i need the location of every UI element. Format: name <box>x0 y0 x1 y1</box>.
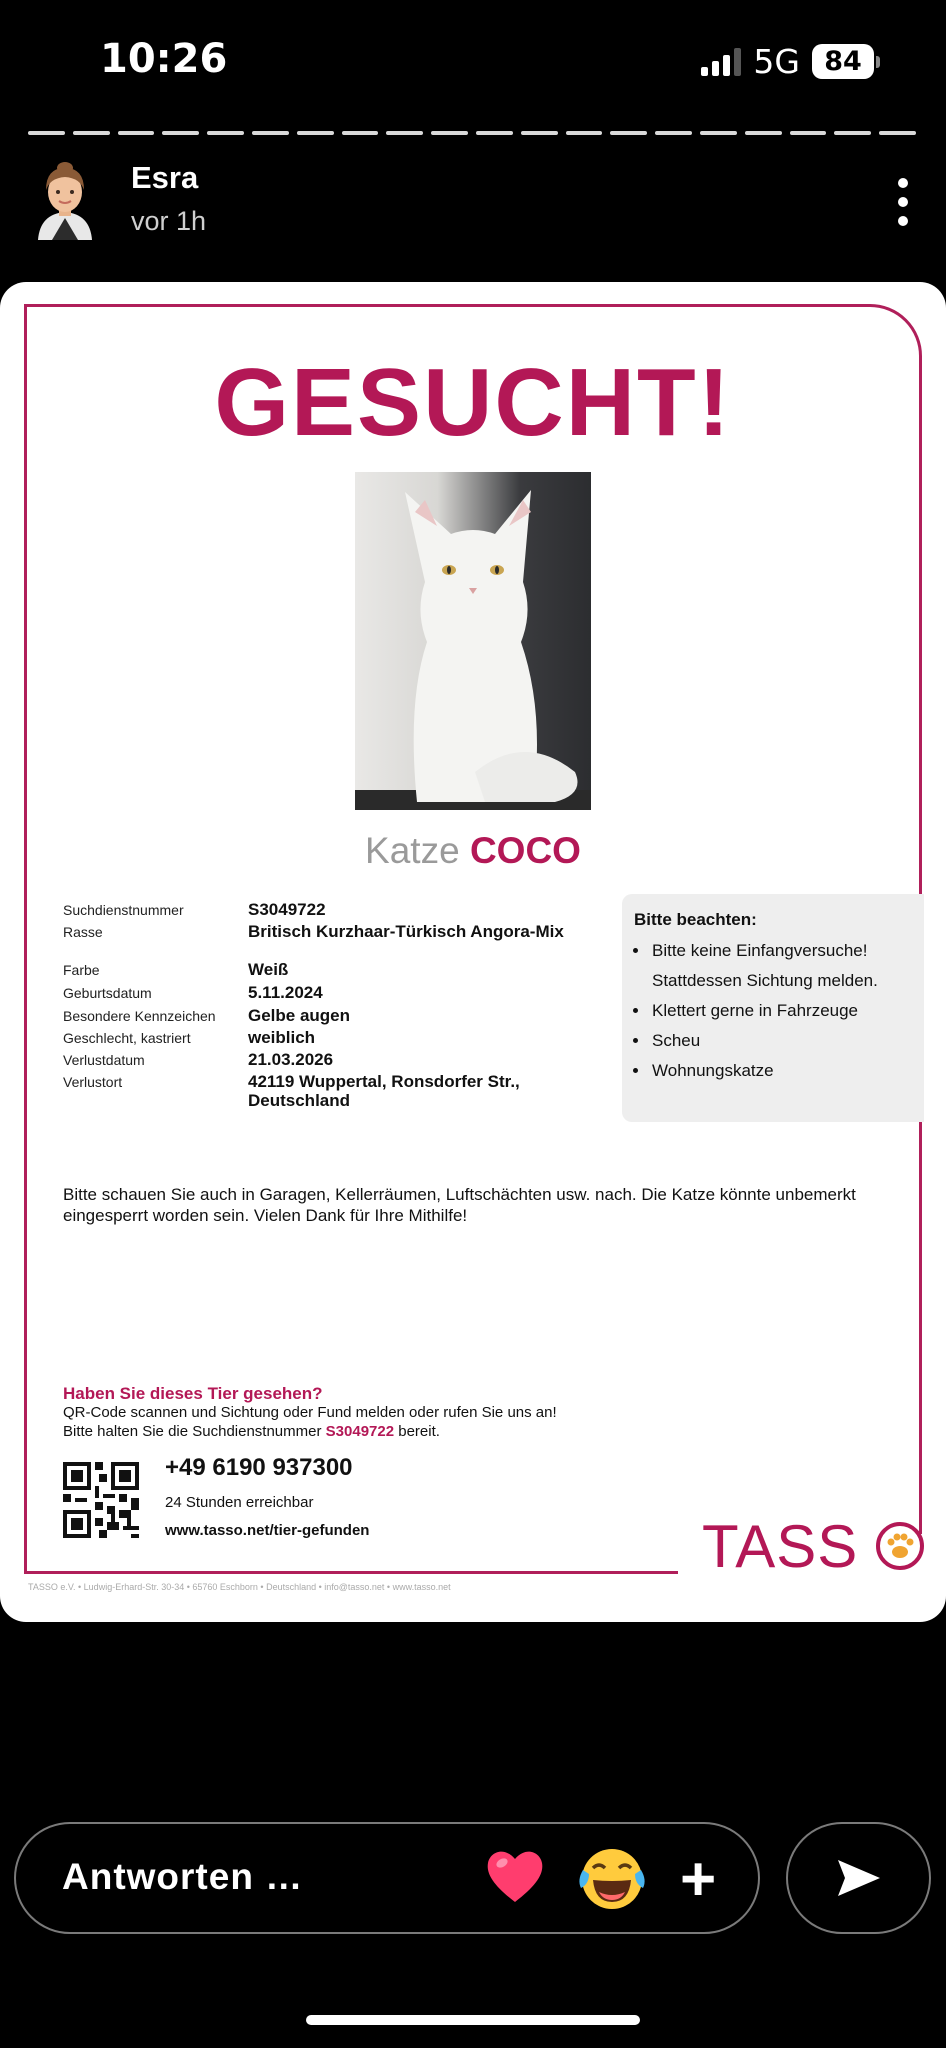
story-progress <box>28 131 916 135</box>
story-progress-segment <box>73 131 110 135</box>
story-image-poster <box>0 282 946 1622</box>
notes-list <box>634 936 912 1086</box>
story-progress-segment <box>879 131 916 135</box>
story-progress-segment <box>297 131 334 135</box>
heart-reaction-icon[interactable] <box>484 1846 546 1906</box>
cat-photo <box>355 472 591 810</box>
story-progress-segment <box>655 131 692 135</box>
detail-value: 5.11.2024 <box>248 983 323 1002</box>
story-progress-segment <box>252 131 289 135</box>
story-progress-segment <box>386 131 423 135</box>
battery-level: 84 <box>812 44 874 79</box>
detail-value: weiblich <box>248 1028 316 1047</box>
reply-placeholder: Antworten … <box>62 1856 304 1897</box>
info-paragraph: Bitte schauen Sie auch in Garagen, Kellerräumen, Luftschächten usw. nach. Die Katze könnte unbemerkt eingesperrt worden sein. Vielen Dank für Ihre Mithilfe! <box>63 1185 856 1225</box>
signal-icon <box>701 48 741 76</box>
detail-label: Geburtsdatum <box>63 985 152 1001</box>
hotline-availability: 24 Stunden erreichbar <box>165 1494 314 1511</box>
story-progress-segment <box>476 131 513 135</box>
story-progress-segment <box>162 131 199 135</box>
detail-label: Verlustdatum <box>63 1052 145 1068</box>
status-indicators <box>701 42 880 81</box>
detail-value: S3049722 <box>248 900 326 919</box>
detail-value: Gelbe augen <box>248 1006 351 1025</box>
detail-value: Britisch Kurzhaar-Türkisch Angora-Mix <box>248 922 564 941</box>
more-options-icon[interactable] <box>898 178 908 226</box>
story-progress-segment <box>834 131 871 135</box>
story-progress-segment <box>610 131 647 135</box>
poster-footer: TASSO e.V. • Ludwig-Erhard-Str. 30-34 • 65760 Eschborn • Deutschland • info@tasso.net • www.tasso.net <box>28 1582 451 1592</box>
notes-title: Bitte beachten: <box>634 910 757 929</box>
cat-name: Katze COCO <box>365 830 581 871</box>
battery-icon <box>812 44 880 79</box>
note-item: • Bitte keine Einfangversuche! Stattdessen Sichtung melden. <box>650 936 912 996</box>
detail-label: Farbe <box>63 962 100 978</box>
detail-label: Suchdienstnummer <box>63 902 184 918</box>
story-progress-segment <box>566 131 603 135</box>
avatar[interactable] <box>28 158 102 240</box>
story-progress-segment <box>700 131 737 135</box>
add-reaction-icon[interactable]: + <box>680 1845 717 1914</box>
note-item: • Scheu <box>650 1026 912 1056</box>
detail-label: Verlustort <box>63 1074 123 1090</box>
detail-value: 21.03.2026 <box>248 1050 334 1069</box>
paw-icon <box>876 1522 924 1570</box>
story-progress-segment <box>207 131 244 135</box>
detail-label: Rasse <box>63 924 103 940</box>
detail-label: Geschlecht, kastriert <box>63 1030 191 1046</box>
note-item: • Klettert gerne in Fahrzeuge <box>650 996 912 1026</box>
hotline-phone: +49 6190 937300 <box>165 1454 353 1481</box>
detail-label: Besondere Kennzeichen <box>63 1008 216 1024</box>
story-progress-segment <box>790 131 827 135</box>
qr-code-icon <box>63 1462 139 1538</box>
home-indicator[interactable] <box>306 2015 640 2025</box>
note-item: • Wohnungskatze <box>650 1056 912 1086</box>
story-timestamp: vor 1h <box>131 206 207 236</box>
story-user-name[interactable]: Esra <box>131 160 199 195</box>
story-progress-segment <box>342 131 379 135</box>
seen-heading: Haben Sie dieses Tier gesehen? <box>63 1384 323 1403</box>
report-url: www.tasso.net/tier-gefunden <box>165 1522 370 1539</box>
seen-reference: Bitte halten Sie die Suchdienstnummer S3049722 bereit. <box>63 1423 440 1440</box>
story-progress-segment <box>521 131 558 135</box>
story-progress-segment <box>745 131 782 135</box>
send-icon <box>836 1858 882 1898</box>
story-progress-segment <box>431 131 468 135</box>
story-progress-segment <box>118 131 155 135</box>
network-label: 5G <box>753 42 800 81</box>
story-progress-segment <box>28 131 65 135</box>
tasso-logo: TASS <box>702 1513 859 1580</box>
status-time: 10:26 <box>100 36 228 82</box>
detail-value: 42119 Wuppertal, Ronsdorfer Str., Deutschland <box>248 1072 520 1110</box>
poster-title: GESUCHT! <box>214 349 732 456</box>
notes-box <box>622 894 924 1122</box>
send-button[interactable] <box>786 1822 931 1934</box>
detail-value: Weiß <box>248 960 289 979</box>
seen-instructions: QR-Code scannen und Sichtung oder Fund melden oder rufen Sie uns an! <box>63 1404 557 1421</box>
laughing-reaction-icon[interactable] <box>577 1846 647 1912</box>
